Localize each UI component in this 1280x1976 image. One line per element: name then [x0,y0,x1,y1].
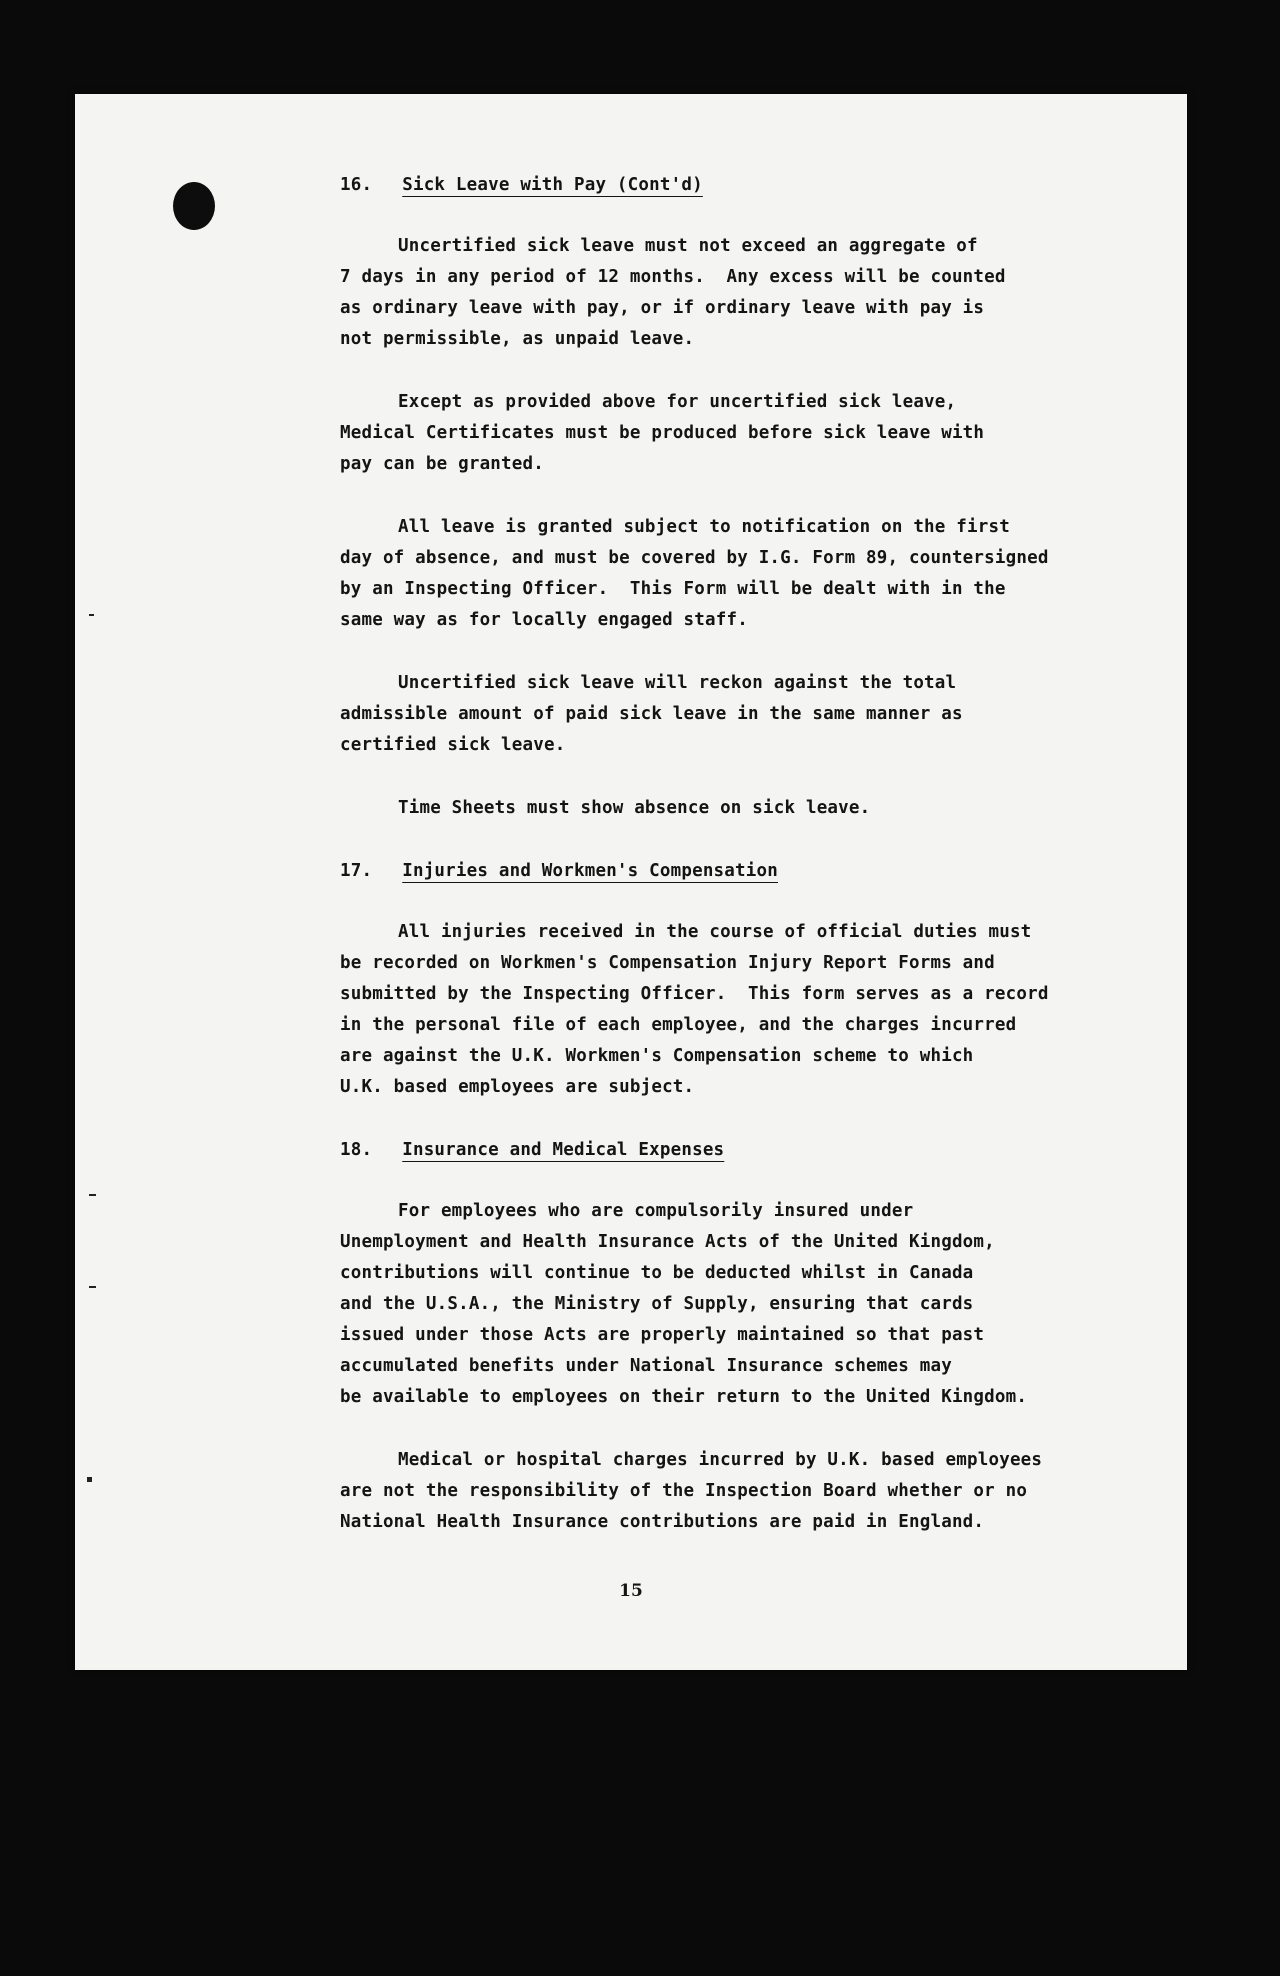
text-line: Unemployment and Health Insurance Acts of the United Kingdom, [340,1232,995,1252]
text-line: accumulated benefits under National Insurance schemes may [340,1356,952,1376]
text-line: as ordinary leave with pay, or if ordinary leave with pay is [340,298,985,318]
text-line: All leave is granted subject to notification on the first [398,517,1010,537]
section-18-title: Insurance and Medical Expenses [402,1140,725,1160]
text-line: National Health Insurance contributions are paid in England. [340,1512,985,1532]
text-line: All injuries received in the course of official duties must [398,922,1032,942]
text-line: 7 days in any period of 12 months. Any excess will be counted [340,267,1006,287]
scan-speck [89,1194,96,1196]
punch-hole [173,182,215,230]
section-16-title: Sick Leave with Pay (Cont'd) [402,175,703,195]
section-17-paragraph-1 [340,917,1140,1103]
section-18-number: 18. [340,1140,373,1160]
text-line: be recorded on Workmen's Compensation Injury Report Forms and [340,953,995,973]
text-line: day of absence, and must be covered by I.G. Form 89, countersigned [340,548,1049,568]
section-17-heading [340,856,1140,887]
text-line: submitted by the Inspecting Officer. This form serves as a record [340,984,1049,1004]
text-line: same way as for locally engaged staff. [340,610,748,630]
section-17-title: Injuries and Workmen's Compensation [402,861,778,881]
text-line: Medical or hospital charges incurred by U.K. based employees [398,1450,1043,1470]
text-line: Medical Certificates must be produced before sick leave with [340,423,985,443]
scan-speck [89,1286,96,1288]
text-line: are not the responsibility of the Inspection Board whether or no [340,1481,1028,1501]
text-line: be available to employees on their return to the United Kingdom. [340,1387,1028,1407]
section-18-heading [340,1135,1140,1166]
text-line: admissible amount of paid sick leave in the same manner as [340,704,963,724]
text-line: in the personal file of each employee, and the charges incurred [340,1015,1017,1035]
text-line: pay can be granted. [340,454,544,474]
page-number: 15 [619,1581,643,1601]
document-page [75,94,1187,1670]
section-16-paragraph-1 [340,231,1140,355]
section-16-paragraph-5 [340,793,1140,824]
section-16-heading [340,170,1140,201]
text-line: certified sick leave. [340,735,566,755]
text-line: are against the U.K. Workmen's Compensation scheme to which [340,1046,974,1066]
text-line: Uncertified sick leave must not exceed an aggregate of [398,236,978,256]
scan-speck [89,614,94,616]
section-17-number: 17. [340,861,373,881]
section-16-paragraph-4 [340,668,1140,761]
section-18-paragraph-1 [340,1196,1140,1413]
text-line: by an Inspecting Officer. This Form will be dealt with in the [340,579,1006,599]
section-16-number: 16. [340,175,373,195]
page-content [340,170,1140,1538]
text-line: and the U.S.A., the Ministry of Supply, ensuring that cards [340,1294,974,1314]
text-line: not permissible, as unpaid leave. [340,329,695,349]
section-18-paragraph-2 [340,1445,1140,1538]
text-line: Time Sheets must show absence on sick leave. [398,798,871,818]
text-line: For employees who are compulsorily insured under [398,1201,914,1221]
text-line: Uncertified sick leave will reckon against the total [398,673,957,693]
text-line: Except as provided above for uncertified sick leave, [398,392,957,412]
scan-speck [87,1477,92,1482]
section-16-paragraph-2 [340,387,1140,480]
text-line: contributions will continue to be deducted whilst in Canada [340,1263,974,1283]
section-16-paragraph-3 [340,512,1140,636]
text-line: issued under those Acts are properly maintained so that past [340,1325,985,1345]
text-line: U.K. based employees are subject. [340,1077,695,1097]
